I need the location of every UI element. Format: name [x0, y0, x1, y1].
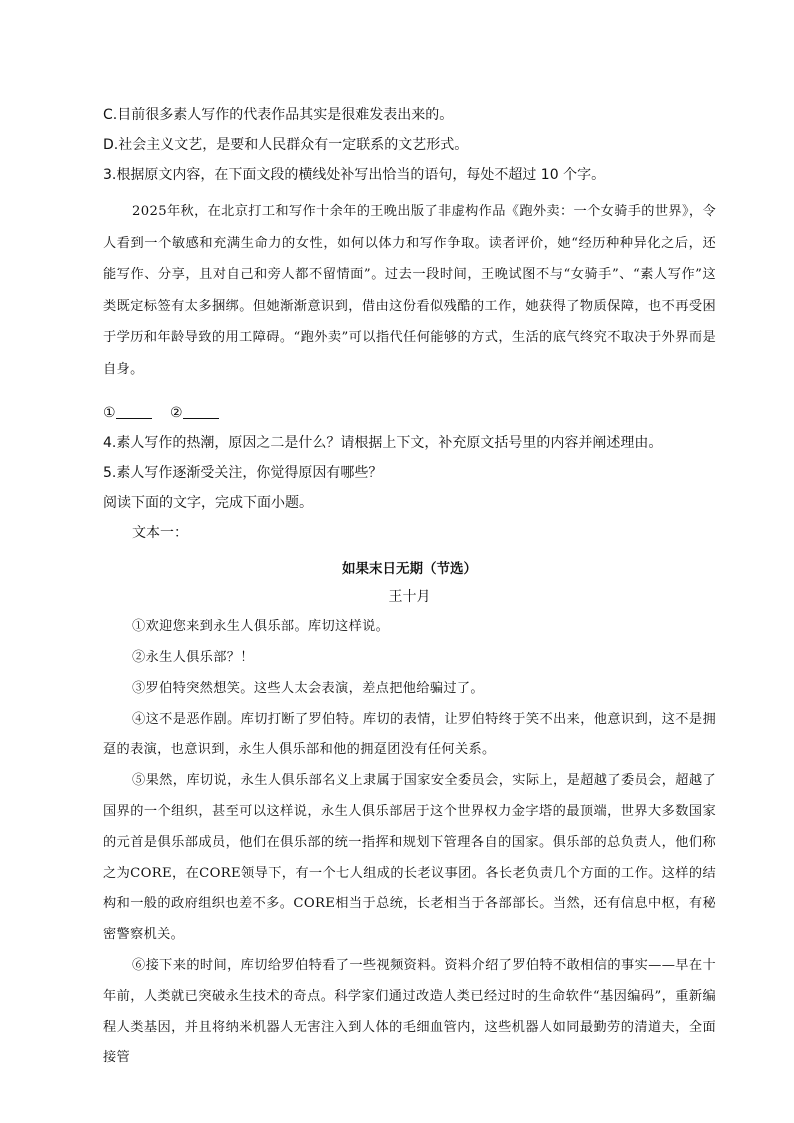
blank-1-label: ① [103, 405, 116, 422]
story-author: 王十月 [388, 589, 431, 606]
text-one-label: 文本一： [132, 525, 188, 542]
blank-1-line[interactable] [116, 403, 152, 419]
story-paragraph-5: ⑤果然，库切说，永生人俱乐部名义上隶属于国家安全委员会，实际上，是超越了委员会，超越了国界的一个组织，甚至可以这样说，永生人俱乐部居于这个世界权力金字塔的最顶端，世界大多数国家的元首是俱乐部成员，他们在俱乐部的统一指挥和规划下管理各自的国家。俱乐部的总负责人，他们称之为CORE，在CORE领导下，有一个七人组成的长老议事团。各长老负责几个方面的工作。这样的结构和一般的政府组织也差不多。CORE相当于总统，长老相当于各部部长。当然，还有信息中枢，有秘密警察机关。 [103, 773, 716, 943]
blank-2-line[interactable] [183, 403, 219, 419]
option-d: D.社会主义文艺，是要和人民群众有一定联系的文艺形式。 [103, 137, 469, 153]
story-paragraph-2: ②永生人俱乐部？！ [132, 649, 254, 665]
story-paragraph-4: ④这不是恶作剧。库切打断了罗伯特。库切的表情，让罗伯特终于笑不出来，他意识到，这不是拥趸的表演，也意识到，永生人俱乐部和他的拥趸团没有任何关系。 [103, 711, 716, 758]
story-paragraph-1: ①欢迎您来到永生人俱乐部。库切这样说。 [132, 619, 390, 635]
story-paragraph-6: ⑥接下来的时间，库切给罗伯特看了一些视频资料。资料介绍了罗伯特不敢相信的事实——早在十年前，人类就已突破永生技术的奇点。科学家们通过改造人类已经过时的生命软件“基因编码”，重新编程人类基因，并且将纳米机器人无害注入到人体的毛细血管内，这些机器人如同最勤劳的清道夫，全面接管 [103, 957, 716, 1066]
story-paragraph-3: ③罗伯特突然想笑。这些人太会表演，差点把他给骗过了。 [132, 680, 484, 696]
q3-passage: 2025年秋，在北京打工和写作十余年的王晚出版了非虚构作品《跑外卖：一个女骑手的世界》，令人看到一个敏感和充满生命力的女性，如何以体力和写作争取。读者评价，她“经历种种异化之后，还能写作、分享，且对自己和旁人都不留情面”。过去一段时间，王晚试图不与“女骑手”、“素人写作”这类既定标签有太多捆绑。但她渐渐意识到，借由这份看似残酷的工作，她获得了物质保障，也不再受困于学历和年龄导致的用工障碍。“跑外卖”可以指代任何能够的方式，生活的底气终究不取决于外界而是自身。 [103, 204, 716, 377]
reading-instruction: 阅读下面的文字，完成下面小题。 [103, 495, 313, 512]
question-4: 4.素人写作的热潮，原因之二是什么？请根据上下文，补充原文括号里的内容并阐述理由。 [103, 435, 663, 452]
story-title: 如果末日无期（节选） [342, 561, 477, 578]
question-5: 5.素人写作逐渐受关注，你觉得原因有哪些？ [103, 465, 383, 482]
story-body [103, 612, 716, 1074]
answer-blanks [103, 398, 716, 428]
question-3: 3.根据原文内容，在下面文段的横线处补写出恰当的语句，每处不超过 10 个字。 [103, 167, 606, 183]
option-c: C.目前很多素人写作的代表作品其实是很难发表出来的。 [103, 107, 454, 123]
blank-2-label: ② [170, 405, 183, 422]
